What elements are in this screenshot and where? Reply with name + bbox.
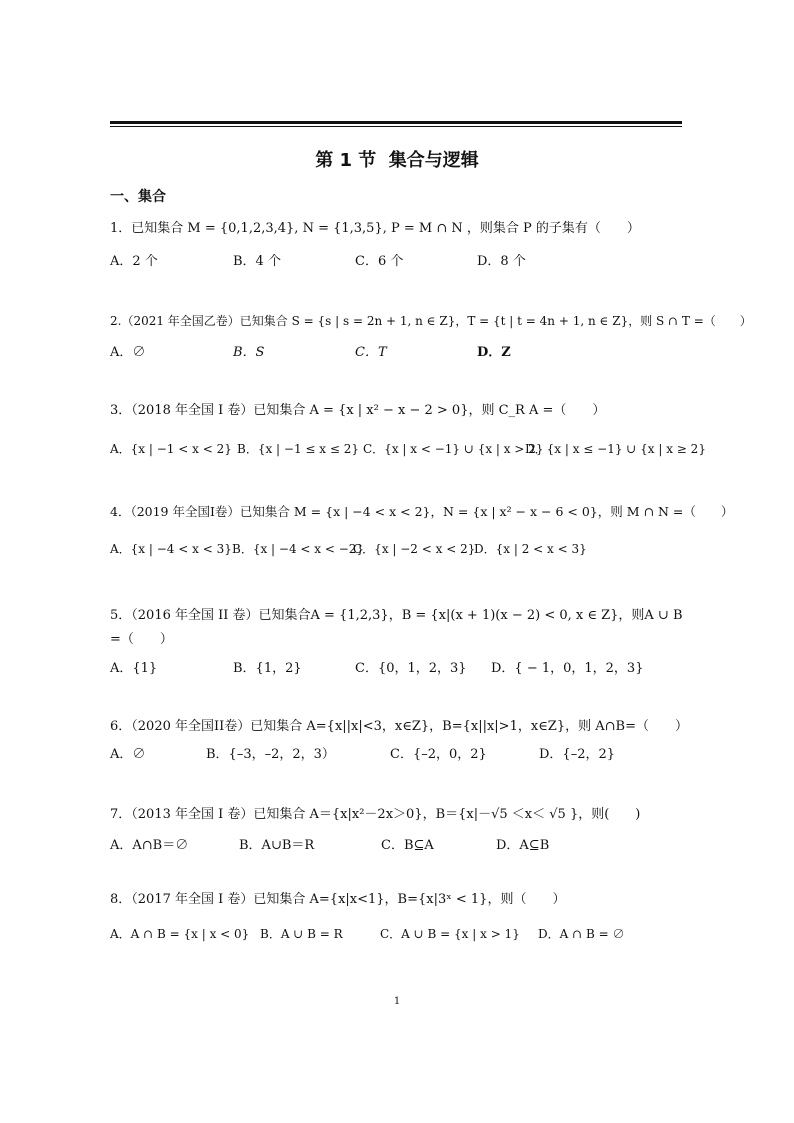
- question-7-stem: 7．（2013 年全国 I 卷）已知集合 A＝{x|x²－2x＞0}，B＝{x|－√5 ＜x＜ √5 }，则( ): [110, 807, 641, 822]
- question-6-option-d: D．{–2，2}: [539, 747, 616, 762]
- question-7-option-c: C．B⊆A: [381, 838, 434, 853]
- question-3-options: [110, 439, 706, 459]
- question-8-stem: 8．（2017 年全国 I 卷）已知集合 A={x|x<1}，B={x|3ˣ < 1}，则（ ）: [110, 892, 566, 907]
- question-5-options: [110, 659, 690, 679]
- question-6-option-c: C．{–2，0，2}: [390, 747, 487, 762]
- question-8-option-d: D．A ∩ B = ∅: [538, 927, 625, 941]
- question-1-option-d: D．8 个: [477, 254, 526, 269]
- question-6-option-a: A．∅: [110, 747, 146, 762]
- question-5-option-c: C．{0，1，2，3}: [355, 661, 467, 676]
- question-5-option-a: A．{1}: [110, 661, 158, 676]
- question-3-option-b: B．{x | −1 ≤ x ≤ 2}: [237, 442, 359, 456]
- question-1-option-b: B．4 个: [233, 254, 281, 269]
- question-2-options: [110, 343, 690, 363]
- question-1-option-c: C．6 个: [355, 254, 404, 269]
- question-8-option-c: C．A ∪ B = {x | x > 1}: [380, 927, 520, 941]
- header-rule-thick: [110, 121, 682, 124]
- question-7-option-a: A．A∩B＝∅: [110, 838, 189, 853]
- question-4-option-d: D．{x | 2 < x < 3}: [474, 542, 587, 556]
- question-2-stem: 2.（2021 年全国乙卷）已知集合 S = {s | s = 2n + 1, n ∈ Z}，T = {t | t = 4n + 1, n ∈ Z}，则 S ∩ T =（ ）: [110, 314, 752, 328]
- question-8-options: [110, 924, 690, 944]
- question-8-option-b: B．A ∪ B = R: [260, 927, 343, 941]
- question-5-option-b: B．{1，2}: [233, 661, 302, 676]
- question-4-option-b: B．{x | −4 < x < −2}: [232, 542, 365, 556]
- question-1-stem: 1．已知集合 M = {0,1,2,3,4}, N = {1,3,5}, P = M ∩ N ，则集合 P 的子集有（ ）: [110, 221, 640, 236]
- question-3-option-a: A．{x | −1 < x < 2}: [110, 442, 232, 456]
- question-5-stem: 5．（2016 年全国 II 卷）已知集合A = {1,2,3}，B = {x|(x + 1)(x − 2) < 0, x ∈ Z}，则A ∪ B =（ ）: [110, 608, 683, 647]
- question-1-option-a: A．2 个: [110, 254, 158, 269]
- question-5-option-d: D．{ − 1，0，1，2，3}: [491, 661, 644, 676]
- question-1-options: [110, 252, 690, 272]
- question-7-option-b: B．A∪B＝R: [239, 838, 315, 853]
- question-3-option-d: D．{x | x ≤ −1} ∪ {x | x ≥ 2}: [525, 442, 706, 456]
- question-4-option-c: C．{x | −2 < x < 2}: [353, 542, 476, 556]
- question-7-option-d: D．A⊆B: [496, 838, 550, 853]
- question-3-option-c: C．{x | x < −1} ∪ {x | x > 2}: [363, 442, 544, 456]
- question-6-stem: 6．（2020 年全国II卷）已知集合 A={x||x|<3，x∈Z}，B={x||x|>1，x∈Z}，则 A∩B=（ ）: [110, 719, 688, 734]
- question-3-stem: 3．（2018 年全国 I 卷）已知集合 A = {x | x² − x − 2 > 0}，则 C_R A =（ ）: [110, 403, 606, 418]
- question-4-option-a: A．{x | −4 < x < 3}: [110, 542, 232, 556]
- section-heading: 一、集合: [110, 189, 166, 205]
- question-2-option-c: C．T: [355, 345, 387, 360]
- question-2-option-d: D．Z: [477, 345, 511, 360]
- question-6-option-b: B．{–3，–2，2，3）: [206, 747, 335, 762]
- question-4-stem: 4．（2019 年全国I卷）已知集合 M = {x | −4 < x < 2}，N = {x | x² − x − 6 < 0}，则 M ∩ N =（ ）: [110, 504, 734, 519]
- question-7-options: [110, 836, 690, 856]
- question-8-option-a: A．A ∩ B = {x | x < 0}: [110, 927, 250, 941]
- question-2-option-b: B．S: [233, 345, 265, 360]
- question-2-option-a: A．∅: [110, 345, 146, 360]
- page-title: 第 1 节 集合与逻辑: [315, 150, 479, 171]
- header-rule-thin: [110, 126, 682, 127]
- question-6-options: [110, 745, 690, 765]
- page-number: 1: [393, 996, 401, 1007]
- question-4-options: [110, 539, 690, 559]
